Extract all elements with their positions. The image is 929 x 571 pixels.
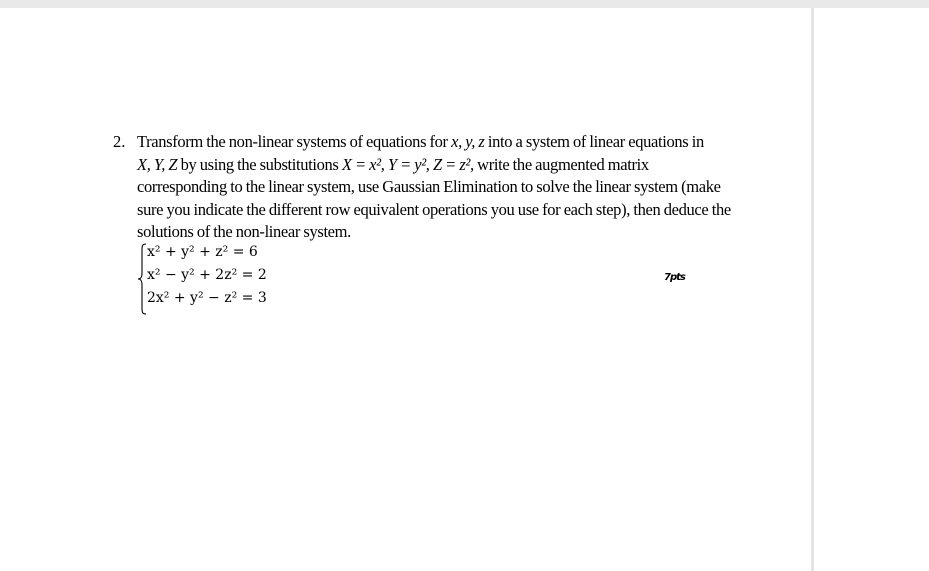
question-number: 2. bbox=[113, 132, 126, 151]
left-brace bbox=[137, 243, 147, 315]
question-line-2-tail: write the augmented matrix bbox=[477, 154, 649, 174]
question-line-2 bbox=[137, 154, 717, 177]
question-text bbox=[137, 131, 731, 244]
equation-1: x² + y² + z² = 6 bbox=[147, 244, 258, 260]
question-line-2-text: by using the substitutions bbox=[180, 154, 339, 174]
question-line-1-text: Transform the non-linear systems of equations for bbox=[137, 132, 448, 151]
into-text: into a system of linear equations in bbox=[487, 132, 704, 151]
equation-2: x² − y² + 2z² = 2 bbox=[147, 267, 267, 283]
points-label: 7pts bbox=[664, 272, 685, 283]
question-line-5: solutions of the non-linear system. bbox=[137, 222, 351, 241]
top-bar bbox=[0, 0, 929, 8]
equations bbox=[147, 241, 267, 310]
question-line-4: sure you indicate the different row equivalent operations you use for each step), then deduce the bbox=[137, 199, 731, 219]
right-gutter bbox=[811, 8, 929, 571]
variables-upper: X, Y, Z bbox=[137, 154, 178, 174]
question-line-1 bbox=[137, 131, 717, 154]
equation-3: 2x² + y² − z² = 3 bbox=[147, 290, 267, 306]
question-line-3: corresponding to the linear system, use Gaussian Elimination to solve the linear system (make bbox=[137, 177, 721, 196]
substitutions: X = x², Y = y², Z = z², bbox=[341, 154, 474, 174]
variables-lower: x, y, z bbox=[451, 132, 485, 151]
document-page bbox=[0, 8, 811, 571]
